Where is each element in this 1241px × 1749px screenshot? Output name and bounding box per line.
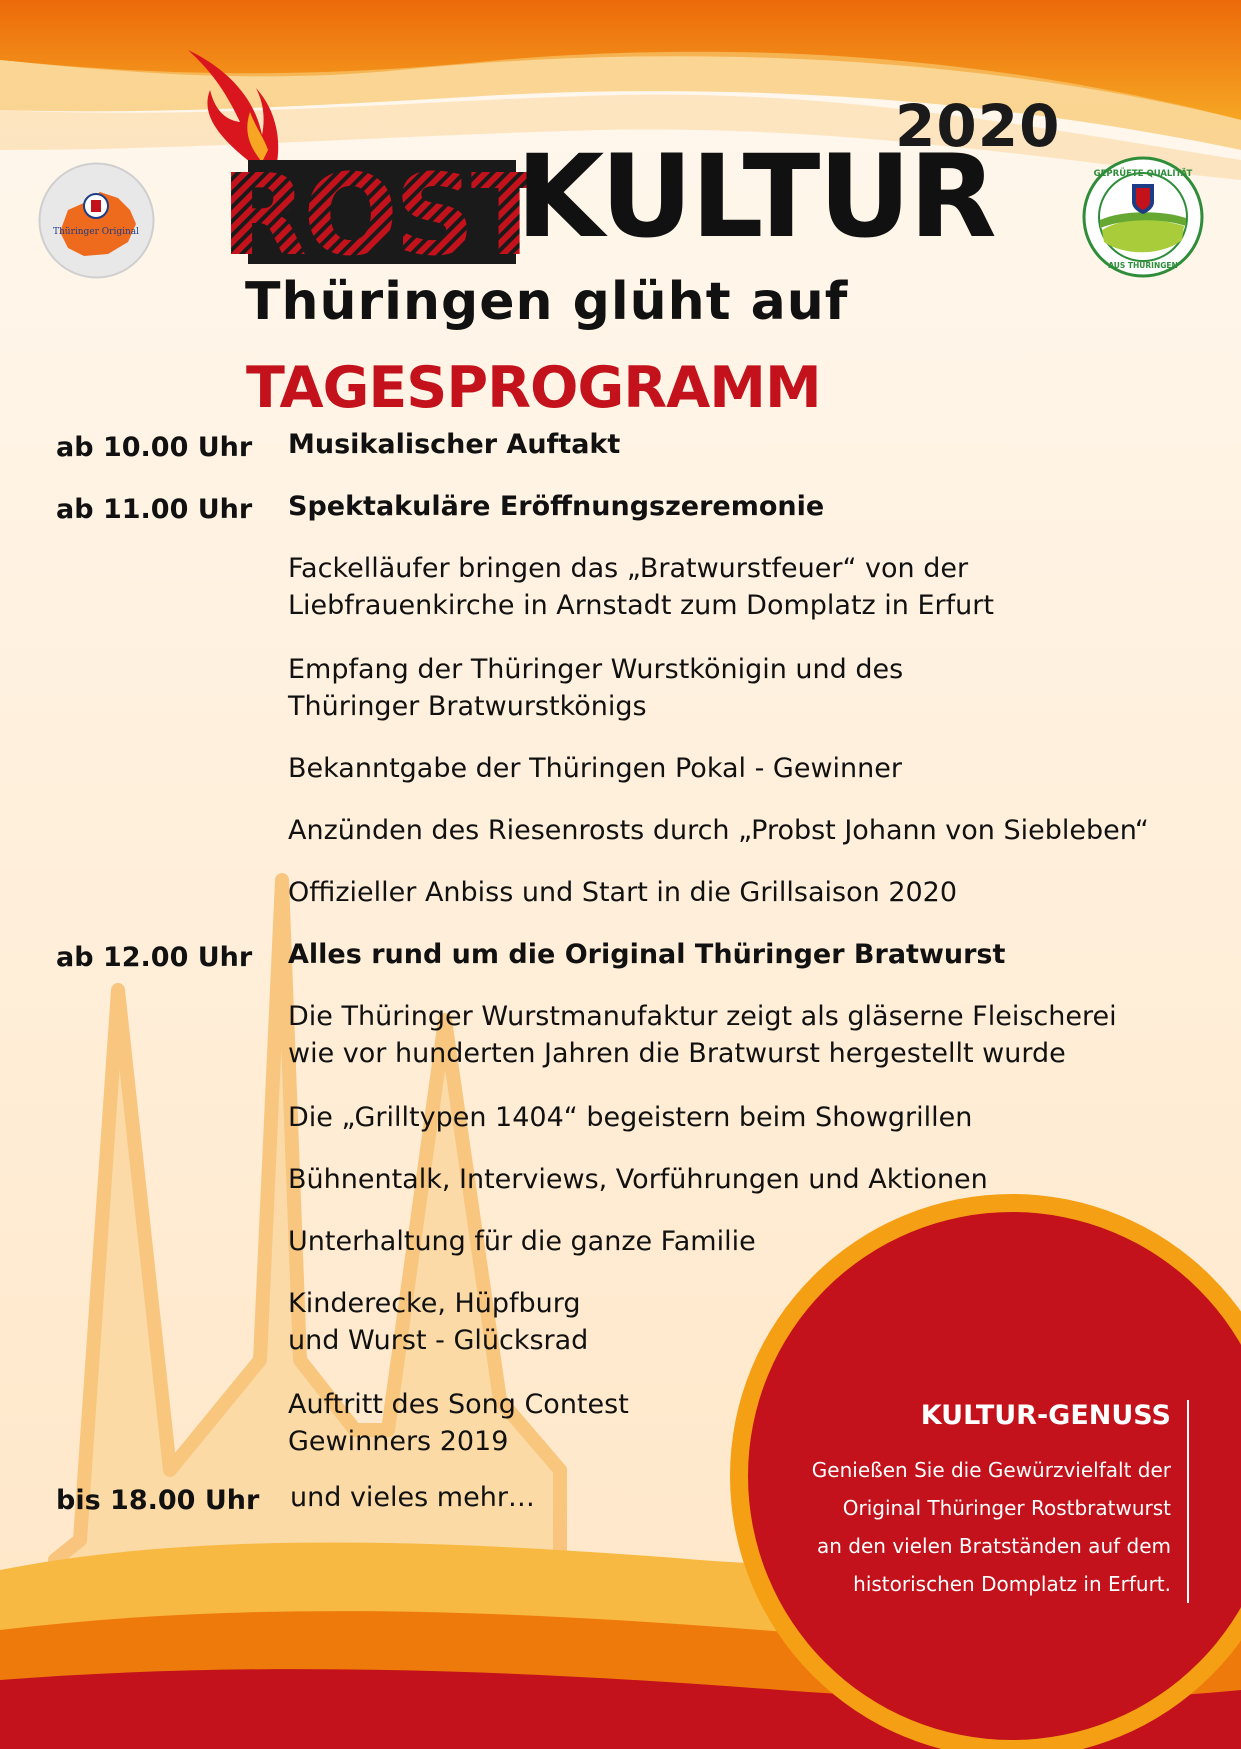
schedule-time: ab 10.00 Uhr: [56, 432, 253, 463]
logo-kultur: KULTUR: [516, 130, 995, 263]
promo-box: [691, 1400, 1189, 1603]
schedule-time: bis 18.00 Uhr: [56, 1485, 260, 1516]
schedule-item: Alles rund um die Original Thüringer Bratwurst: [288, 939, 1006, 970]
schedule-item: Anzünden des Riesenrosts durch „Probst Johann von Siebleben“: [288, 815, 1149, 846]
schedule-item: Die Thüringer Wurstmanufaktur zeigt als gläserne Fleischerei wie vor hunderten Jahren die Bratwurst hergestellt wurde: [288, 1001, 1117, 1069]
schedule-item: Die „Grilltypen 1404“ begeistern beim Showgrillen: [288, 1102, 973, 1133]
promo-text: Genießen Sie die Gewürzvielfalt der Original Thüringer Rostbratwurst an den vielen Bratständen auf dem historischen Domplatz in Erfurt.: [811, 1458, 1171, 1596]
schedule-item: Musikalischer Auftakt: [288, 429, 621, 460]
svg-text:AUS THÜRINGEN: AUS THÜRINGEN: [1108, 261, 1178, 270]
badge-left-text: Thüringer Original: [52, 227, 140, 237]
schedule-item: Fackelläufer bringen das „Bratwurstfeuer“ von der Liebfrauenkirche in Arnstadt zum Domplatz in Erfurt: [288, 553, 994, 621]
logo-rost-text: ROST: [220, 151, 544, 281]
schedule-item: Bühnentalk, Interviews, Vorführungen und Aktionen: [288, 1164, 988, 1195]
schedule-item: und vieles mehr…: [290, 1482, 535, 1513]
schedule-item: Unterhaltung für die ganze Familie: [288, 1226, 756, 1257]
schedule-item: Spektakuläre Eröffnungszeremonie: [288, 491, 825, 522]
gepruefte-qualitaet-badge: [1082, 156, 1204, 278]
page-title: TAGESPROGRAMM: [246, 355, 821, 421]
svg-text:GEPRÜFTE QUALITÄT: GEPRÜFTE QUALITÄT: [1093, 169, 1193, 179]
logo-rost: [220, 151, 544, 281]
schedule-item: Empfang der Thüringer Wurstkönigin und des Thüringer Bratwurstkönigs: [288, 654, 904, 722]
schedule-item: Offizieller Anbiss und Start in die Grillsaison 2020: [288, 877, 958, 908]
schedule-item: Bekanntgabe der Thüringen Pokal - Gewinner: [288, 753, 902, 784]
schedule-time: ab 12.00 Uhr: [56, 942, 253, 973]
thueringer-original-badge: [38, 162, 155, 279]
promo-title: KULTUR-GENUSS: [920, 1400, 1171, 1431]
logo-year: 2020: [895, 92, 1061, 160]
subtitle: Thüringen glüht auf: [245, 272, 849, 332]
schedule-item: Auftritt des Song Contest Gewinners 2019: [288, 1389, 629, 1457]
schedule-time: ab 11.00 Uhr: [56, 494, 253, 525]
schedule-item: Kinderecke, Hüpfburg und Wurst - Glücksrad: [288, 1288, 589, 1356]
